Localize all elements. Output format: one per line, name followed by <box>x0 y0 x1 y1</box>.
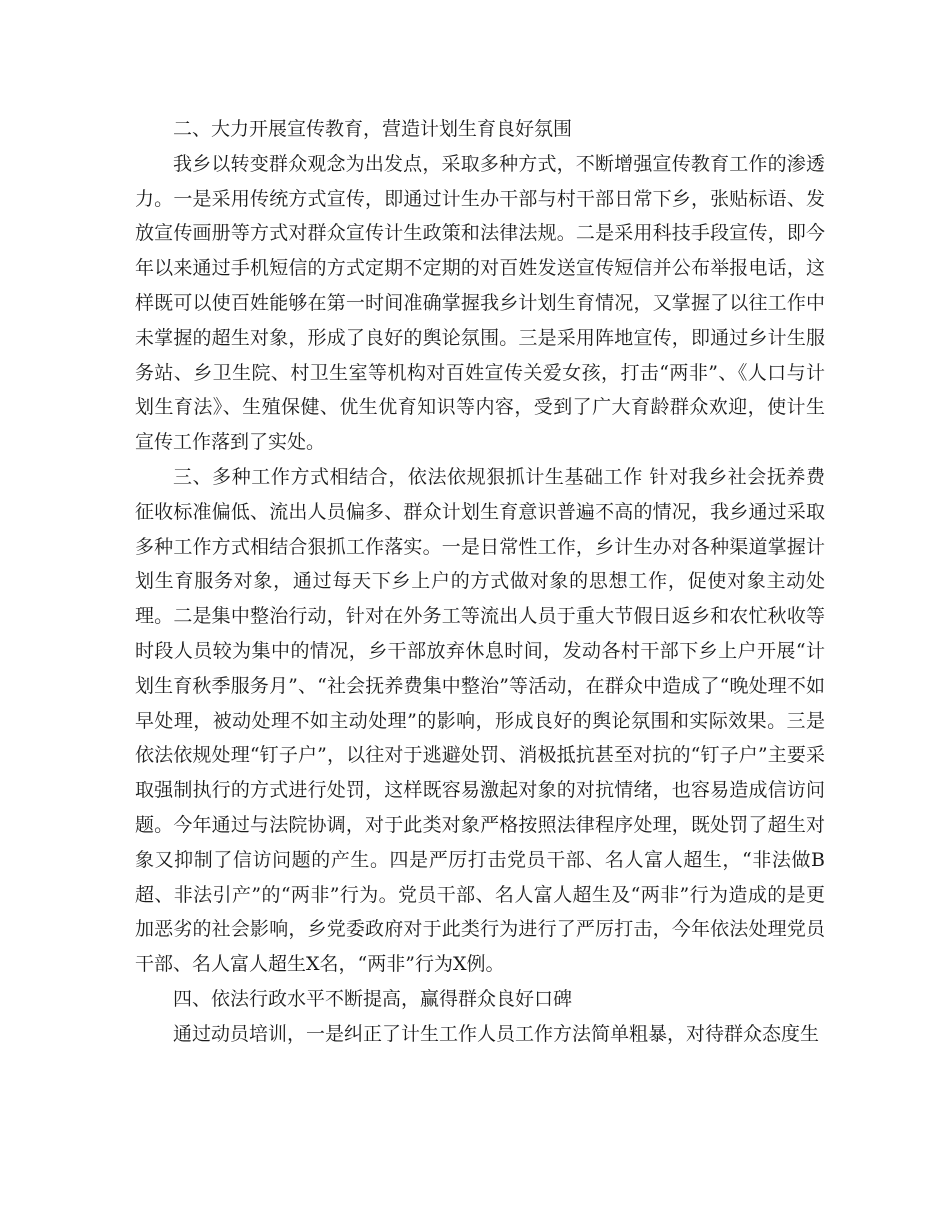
document-body <box>135 112 825 1052</box>
section-heading-2: 二、大力开展宣传教育，营造计划生育良好氛围 <box>173 118 573 140</box>
section-heading-3-paragraph: 三、多种工作方式相结合，依法依规狠抓计生基础工作 针对我乡社会抚养费征收标准偏低、流出人员偏多、群众计划生育意识普遍不高的情况，我乡通过采取多种工作方式相结合狠抓工作落实。一是日常性工作，乡计生办对各种渠道掌握计划生育服务对象，通过每天下乡上户的方式做对象的思想工作，促使对象主动处理。二是集中整治行动，针对在外务工等流出人员于重大节假日返乡和农忙秋收等时段人员较为集中的情况，乡干部放弃休息时间，发动各村干部下乡上户开展“计划生育秋季服务月”、“社会抚养费集中整治”等活动，在群众中造成了“晚处理不如早处理，被动处理不如主动处理”的影响，形成良好的舆论氛围和实际效果。三是依法依规处理“钉子户”，以往对于逃避处罚、消极抵抗甚至对抗的“钉子户”主要采取强制执行的方式进行处罚，这样既容易激起对象的对抗情绪，也容易造成信访问题。今年通过与法院协调，对于此类对象严格按照法律程序处理，既处罚了超生对象又抑制了信访问题的产生。四是严厉打击党员干部、名人富人超生，“非法做B超、非法引产”的“两非”行为。党员干部、名人富人超生及“两非”行为造成的是更加恶劣的社会影响，乡党委政府对于此类行为进行了严厉打击，今年依法处理党员干部、名人富人超生X名，“两非”行为X例。 <box>135 465 825 976</box>
paragraph-training: 通过动员培训，一是纠正了计生工作人员工作方法简单粗暴，对待群众态度生 <box>173 1022 820 1045</box>
section-heading-4: 四、依法行政水平不断提高，赢得群众良好口碑 <box>173 987 573 1010</box>
paragraph-propaganda: 我乡以转变群众观念为出发点，采取多种方式，不断增强宣传教育工作的渗透力。一是采用传统方式宣传，即通过计生办干部与村干部日常下乡，张贴标语、发放宣传画册等方式对群众宣传计生政策和法律法规。二是采用科技手段宣传，即今年以来通过手机短信的方式定期不定期的对百姓发送宣传短信并公布举报电话，这样既可以使百姓能够在第一时间准确掌握我乡计划生育情况，又掌握了以往工作中未掌握的超生对象，形成了良好的舆论氛围。三是采用阵地宣传，即通过乡计生服务站、乡卫生院、村卫生室等机构对百姓宣传关爱女孩，打击“两非”、《人口与计划生育法》、生殖保健、优生优育知识等内容，受到了广大育龄群众欢迎，使计生宣传工作落到了实处。 <box>135 152 825 454</box>
